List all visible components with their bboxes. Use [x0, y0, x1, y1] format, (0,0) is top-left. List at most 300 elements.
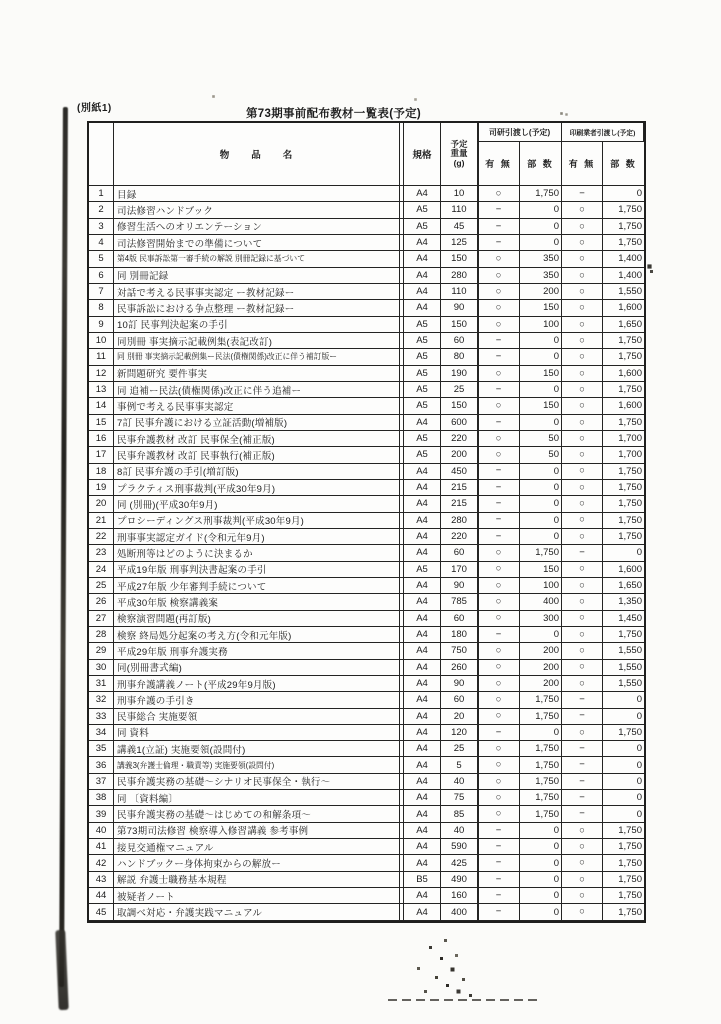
weight-cell: 25: [441, 741, 478, 757]
printer-mark-cell: ○: [562, 529, 603, 545]
table-row: [89, 366, 644, 382]
siken-mark-cell: −: [478, 480, 520, 496]
size-cell: B5: [404, 872, 441, 888]
siken-mark-cell: −: [478, 839, 520, 855]
printer-mark-cell: ○: [562, 398, 603, 414]
item-name: 対話で考える民事事実認定 ー教材記録ー: [114, 284, 400, 300]
table-row: [89, 643, 644, 659]
siken-copies-cell: 0: [520, 725, 562, 741]
item-name: 解説 弁護士職務基本規程: [114, 872, 400, 888]
printer-copies-cell: 1,550: [603, 643, 644, 659]
table-row: [89, 300, 644, 316]
printer-mark-cell: ○: [562, 447, 603, 463]
printer-mark-cell: ○: [562, 496, 603, 512]
table-row: [89, 545, 644, 561]
item-name: 民事弁護教材 改訂 民事執行(補正版): [114, 447, 400, 463]
item-name: プロシーディングス刑事裁判(平成30年9月): [114, 513, 400, 529]
siken-copies-cell: 1,750: [520, 806, 562, 822]
table-row: [89, 480, 644, 496]
siken-mark-cell: −: [478, 415, 520, 431]
weight-cell: 5: [441, 757, 478, 773]
row-number: 9: [89, 317, 114, 333]
weight-cell: 60: [441, 692, 478, 708]
item-name: 同(別冊書式編): [114, 660, 400, 676]
siken-copies-cell: 0: [520, 202, 562, 218]
printer-copies-cell: 1,750: [603, 235, 644, 251]
item-name: 同 (別冊)(平成30年9月): [114, 496, 400, 512]
weight-cell: 90: [441, 300, 478, 316]
size-cell: A4: [404, 806, 441, 822]
table-row: [89, 660, 644, 676]
siken-mark-cell: −: [478, 904, 520, 920]
printer-mark-cell: ○: [562, 382, 603, 398]
printer-mark-cell: ○: [562, 317, 603, 333]
siken-copies-cell: 0: [520, 464, 562, 480]
siken-copies-cell: 0: [520, 872, 562, 888]
siken-mark-cell: ○: [478, 578, 520, 594]
size-cell: A4: [404, 496, 441, 512]
item-name: 講義3(弁護士倫理・職責等) 実施要領(設問付): [114, 757, 400, 773]
printer-mark-cell: ○: [562, 268, 603, 284]
row-number: 3: [89, 219, 114, 235]
printer-copies-cell: 0: [603, 545, 644, 561]
table-body: [89, 186, 644, 921]
printer-copies-cell: 1,600: [603, 366, 644, 382]
item-name: 講義1(立証) 実施要領(設問付): [114, 741, 400, 757]
size-cell: A4: [404, 415, 441, 431]
printer-mark-cell: ○: [562, 366, 603, 382]
row-number: 45: [89, 904, 114, 920]
size-cell: A4: [404, 284, 441, 300]
row-number: 17: [89, 447, 114, 463]
printer-copies-cell: 1,750: [603, 415, 644, 431]
printer-copies-cell: 1,700: [603, 431, 644, 447]
row-number: 41: [89, 839, 114, 855]
printer-mark-cell: ○: [562, 480, 603, 496]
siken-mark-cell: −: [478, 888, 520, 904]
printer-mark-cell: ○: [562, 349, 603, 365]
row-number: 32: [89, 692, 114, 708]
printer-mark-cell: ○: [562, 611, 603, 627]
header-group-printer: 印刷業者引渡し(予定): [562, 123, 644, 142]
siken-copies-cell: 0: [520, 855, 562, 871]
size-cell: A5: [404, 333, 441, 349]
row-number: 37: [89, 774, 114, 790]
item-name: 刑事弁護講義ノート(平成29年9月版): [114, 676, 400, 692]
size-cell: A4: [404, 627, 441, 643]
table-row: [89, 284, 644, 300]
printer-copies-cell: 1,750: [603, 382, 644, 398]
printer-mark-cell: ○: [562, 676, 603, 692]
table-row: [89, 431, 644, 447]
weight-cell: 280: [441, 513, 478, 529]
siken-mark-cell: −: [478, 725, 520, 741]
printer-mark-cell: ○: [562, 660, 603, 676]
siken-mark-cell: −: [478, 496, 520, 512]
siken-copies-cell: 0: [520, 415, 562, 431]
row-number: 23: [89, 545, 114, 561]
row-number: 42: [89, 855, 114, 871]
item-name: 被疑者ノート: [114, 888, 400, 904]
printer-copies-cell: 1,650: [603, 578, 644, 594]
weight-cell: 120: [441, 725, 478, 741]
siken-mark-cell: ○: [478, 660, 520, 676]
table-header: [89, 123, 644, 186]
siken-copies-cell: 0: [520, 627, 562, 643]
printer-mark-cell: ○: [562, 888, 603, 904]
printer-mark-cell: ○: [562, 235, 603, 251]
row-number: 12: [89, 366, 114, 382]
printer-mark-cell: ○: [562, 855, 603, 871]
header-weight-line2: 重量: [450, 148, 468, 159]
size-cell: A4: [404, 480, 441, 496]
page-title: 第73期事前配布教材一覧表(予定): [246, 108, 422, 120]
table-row: [89, 611, 644, 627]
printer-copies-cell: 1,750: [603, 333, 644, 349]
table-row: [89, 692, 644, 708]
row-number: 44: [89, 888, 114, 904]
table-row: [89, 202, 644, 218]
siken-mark-cell: ○: [478, 186, 520, 202]
weight-cell: 280: [441, 268, 478, 284]
row-number: 24: [89, 562, 114, 578]
size-cell: A5: [404, 366, 441, 382]
weight-cell: 160: [441, 888, 478, 904]
header-printer-presence: 有 無: [562, 142, 603, 186]
table-row: [89, 562, 644, 578]
weight-cell: 150: [441, 317, 478, 333]
printer-copies-cell: 1,600: [603, 398, 644, 414]
siken-mark-cell: ○: [478, 366, 520, 382]
weight-cell: 110: [441, 284, 478, 300]
printer-mark-cell: ○: [562, 643, 603, 659]
header-size: 規格: [404, 123, 441, 186]
weight-cell: 400: [441, 904, 478, 920]
printer-mark-cell: ○: [562, 513, 603, 529]
item-name: 第4版 民事訴訟第一審手続の解説 別冊記録に基づいて: [114, 251, 400, 267]
siken-copies-cell: 1,750: [520, 545, 562, 561]
siken-copies-cell: 200: [520, 676, 562, 692]
siken-mark-cell: −: [478, 333, 520, 349]
printer-copies-cell: 1,750: [603, 480, 644, 496]
size-cell: A4: [404, 790, 441, 806]
siken-mark-cell: −: [478, 823, 520, 839]
weight-cell: 750: [441, 643, 478, 659]
row-number: 5: [89, 251, 114, 267]
header-siken-copies: 部 数: [520, 142, 562, 186]
item-name: 平成27年版 少年審判手続について: [114, 578, 400, 594]
siken-mark-cell: −: [478, 235, 520, 251]
siken-copies-cell: 0: [520, 333, 562, 349]
size-cell: A4: [404, 545, 441, 561]
siken-mark-cell: ○: [478, 284, 520, 300]
table-row: [89, 186, 644, 202]
weight-cell: 85: [441, 806, 478, 822]
weight-cell: 490: [441, 872, 478, 888]
siken-copies-cell: 0: [520, 480, 562, 496]
printer-copies-cell: 1,550: [603, 676, 644, 692]
siken-mark-cell: ○: [478, 300, 520, 316]
size-cell: A4: [404, 464, 441, 480]
siken-copies-cell: 1,750: [520, 741, 562, 757]
row-number: 14: [89, 398, 114, 414]
printer-copies-cell: 1,750: [603, 627, 644, 643]
item-name: 同 〔資料編〕: [114, 790, 400, 806]
table-row: [89, 513, 644, 529]
item-name: 平成29年版 刑事弁護実務: [114, 643, 400, 659]
materials-table: [87, 121, 646, 923]
siken-copies-cell: 150: [520, 366, 562, 382]
siken-mark-cell: ○: [478, 806, 520, 822]
siken-copies-cell: 1,750: [520, 757, 562, 773]
siken-mark-cell: ○: [478, 774, 520, 790]
weight-cell: 150: [441, 398, 478, 414]
printer-mark-cell: ○: [562, 904, 603, 920]
printer-copies-cell: 1,750: [603, 513, 644, 529]
row-number: 10: [89, 333, 114, 349]
weight-cell: 785: [441, 594, 478, 610]
siken-copies-cell: 0: [520, 888, 562, 904]
size-cell: A4: [404, 774, 441, 790]
siken-mark-cell: −: [478, 202, 520, 218]
weight-cell: 150: [441, 251, 478, 267]
size-cell: A5: [404, 447, 441, 463]
siken-copies-cell: 200: [520, 660, 562, 676]
row-number: 11: [89, 349, 114, 365]
siken-copies-cell: 150: [520, 562, 562, 578]
siken-copies-cell: 350: [520, 268, 562, 284]
printer-copies-cell: 1,750: [603, 872, 644, 888]
printer-copies-cell: 0: [603, 186, 644, 202]
item-name: 8訂 民事弁護の手引(増訂版): [114, 464, 400, 480]
printer-copies-cell: 1,550: [603, 660, 644, 676]
siken-mark-cell: −: [478, 872, 520, 888]
siken-mark-cell: −: [478, 219, 520, 235]
weight-cell: 75: [441, 790, 478, 806]
item-name: 目録: [114, 186, 400, 202]
weight-cell: 200: [441, 447, 478, 463]
printer-copies-cell: 1,750: [603, 219, 644, 235]
weight-cell: 25: [441, 382, 478, 398]
row-number: 18: [89, 464, 114, 480]
item-name: プラクティス刑事裁判(平成30年9月): [114, 480, 400, 496]
printer-copies-cell: 1,600: [603, 300, 644, 316]
printer-copies-cell: 1,750: [603, 855, 644, 871]
size-cell: A4: [404, 300, 441, 316]
printer-copies-cell: 1,600: [603, 562, 644, 578]
row-number: 15: [89, 415, 114, 431]
siken-copies-cell: 100: [520, 578, 562, 594]
size-cell: A4: [404, 594, 441, 610]
weight-cell: 220: [441, 431, 478, 447]
weight-cell: 220: [441, 529, 478, 545]
siken-copies-cell: 400: [520, 594, 562, 610]
printer-copies-cell: 1,750: [603, 839, 644, 855]
item-name: 10訂 民事判決起案の手引: [114, 317, 400, 333]
table-row: [89, 627, 644, 643]
item-name: 同 資料: [114, 725, 400, 741]
item-name: 同 別冊 事実摘示記載例集ー民法(債権関係)改正に伴う補訂版ー: [114, 349, 400, 365]
weight-cell: 590: [441, 839, 478, 855]
row-number: 39: [89, 806, 114, 822]
item-name: 平成19年版 刑事判決書起案の手引: [114, 562, 400, 578]
size-cell: A4: [404, 513, 441, 529]
siken-mark-cell: ○: [478, 741, 520, 757]
siken-copies-cell: 1,750: [520, 709, 562, 725]
table-row: [89, 251, 644, 267]
weight-cell: 45: [441, 219, 478, 235]
size-cell: A4: [404, 741, 441, 757]
weight-cell: 60: [441, 545, 478, 561]
siken-copies-cell: 350: [520, 251, 562, 267]
weight-cell: 125: [441, 235, 478, 251]
header-item-name: 物 品 名: [114, 123, 400, 186]
siken-copies-cell: 0: [520, 529, 562, 545]
printer-mark-cell: ○: [562, 284, 603, 300]
printer-copies-cell: 1,550: [603, 284, 644, 300]
siken-mark-cell: ○: [478, 447, 520, 463]
printer-copies-cell: 1,450: [603, 611, 644, 627]
item-name: 接見交通権マニュアル: [114, 839, 400, 855]
printer-copies-cell: 1,750: [603, 349, 644, 365]
size-cell: A4: [404, 904, 441, 920]
table-row: [89, 317, 644, 333]
printer-mark-cell: −: [562, 709, 603, 725]
size-cell: A4: [404, 611, 441, 627]
siken-copies-cell: 0: [520, 513, 562, 529]
siken-copies-cell: 0: [520, 349, 562, 365]
row-number: 43: [89, 872, 114, 888]
item-name: 刑事弁護の手引き: [114, 692, 400, 708]
siken-mark-cell: ○: [478, 709, 520, 725]
table-row: [89, 676, 644, 692]
size-cell: A4: [404, 888, 441, 904]
item-name: 民事弁護実務の基礎～シナリオ民事保全・執行～: [114, 774, 400, 790]
row-number: 27: [89, 611, 114, 627]
printer-copies-cell: 0: [603, 757, 644, 773]
siken-mark-cell: ○: [478, 790, 520, 806]
printer-copies-cell: 0: [603, 790, 644, 806]
table-row: [89, 872, 644, 888]
siken-copies-cell: 1,750: [520, 790, 562, 806]
row-number: 4: [89, 235, 114, 251]
row-number: 13: [89, 382, 114, 398]
printer-mark-cell: ○: [562, 594, 603, 610]
printer-copies-cell: 1,750: [603, 904, 644, 920]
item-name: 同 追補ー民法(債権関係)改正に伴う追補ー: [114, 382, 400, 398]
table-row: [89, 823, 644, 839]
size-cell: A4: [404, 251, 441, 267]
weight-cell: 40: [441, 823, 478, 839]
header-printer-copies: 部 数: [603, 142, 644, 186]
row-number: 30: [89, 660, 114, 676]
item-name: 司法修習ハンドブック: [114, 202, 400, 218]
table-row: [89, 790, 644, 806]
size-cell: A4: [404, 823, 441, 839]
size-cell: A4: [404, 643, 441, 659]
item-name: 検察演習問題(再訂版): [114, 611, 400, 627]
scan-edge-artifact-foot: [55, 930, 68, 1010]
printer-copies-cell: 0: [603, 709, 644, 725]
row-number: 7: [89, 284, 114, 300]
size-cell: A4: [404, 855, 441, 871]
row-number: 35: [89, 741, 114, 757]
header-weight-line3: (g): [453, 157, 465, 168]
siken-mark-cell: ○: [478, 251, 520, 267]
size-cell: A4: [404, 709, 441, 725]
weight-cell: 450: [441, 464, 478, 480]
size-cell: A5: [404, 398, 441, 414]
row-number: 36: [89, 757, 114, 773]
item-name: 民事弁護実務の基礎～はじめての和解条項～: [114, 806, 400, 822]
table-row: [89, 529, 644, 545]
row-number: 20: [89, 496, 114, 512]
size-cell: A4: [404, 235, 441, 251]
printer-mark-cell: −: [562, 806, 603, 822]
printer-copies-cell: 0: [603, 741, 644, 757]
item-name: 検察 終局処分起案の考え方(令和元年版): [114, 627, 400, 643]
printer-mark-cell: ○: [562, 725, 603, 741]
row-number: 6: [89, 268, 114, 284]
row-number: 8: [89, 300, 114, 316]
item-name: 新問題研究 要件事実: [114, 366, 400, 382]
size-cell: A5: [404, 202, 441, 218]
siken-mark-cell: ○: [478, 317, 520, 333]
siken-mark-cell: −: [478, 855, 520, 871]
item-name: 第73期司法修習 検察導入修習講義 参考事例: [114, 823, 400, 839]
printer-mark-cell: ○: [562, 464, 603, 480]
item-name: 民事訴訟における争点整理 ー教材記録ー: [114, 300, 400, 316]
table-row: [89, 447, 644, 463]
siken-mark-cell: ○: [478, 562, 520, 578]
printer-copies-cell: 0: [603, 692, 644, 708]
weight-cell: 190: [441, 366, 478, 382]
siken-copies-cell: 1,750: [520, 692, 562, 708]
printer-copies-cell: 1,350: [603, 594, 644, 610]
header-number-cell: [89, 123, 114, 186]
siken-copies-cell: 0: [520, 496, 562, 512]
siken-copies-cell: 200: [520, 643, 562, 659]
printer-mark-cell: ○: [562, 415, 603, 431]
siken-mark-cell: ○: [478, 594, 520, 610]
printer-copies-cell: 1,400: [603, 251, 644, 267]
printer-copies-cell: 1,650: [603, 317, 644, 333]
size-cell: A5: [404, 349, 441, 365]
printer-mark-cell: ○: [562, 219, 603, 235]
siken-copies-cell: 50: [520, 431, 562, 447]
table-row: [89, 382, 644, 398]
weight-cell: 260: [441, 660, 478, 676]
printer-copies-cell: 1,750: [603, 529, 644, 545]
siken-copies-cell: 0: [520, 382, 562, 398]
table-row: [89, 349, 644, 365]
weight-cell: 40: [441, 774, 478, 790]
size-cell: A4: [404, 186, 441, 202]
printer-mark-cell: ○: [562, 251, 603, 267]
printer-copies-cell: 1,750: [603, 496, 644, 512]
siken-copies-cell: 1,750: [520, 186, 562, 202]
table-row: [89, 757, 644, 773]
siken-copies-cell: 0: [520, 904, 562, 920]
table-row: [89, 464, 644, 480]
item-name: 7訂 民事弁護における立証活動(増補版): [114, 415, 400, 431]
siken-mark-cell: ○: [478, 398, 520, 414]
size-cell: A4: [404, 757, 441, 773]
attachment-label: (別紙1): [77, 103, 112, 114]
printer-mark-cell: ○: [562, 872, 603, 888]
table-row: [89, 839, 644, 855]
item-name: 事例で考える民事事実認定: [114, 398, 400, 414]
